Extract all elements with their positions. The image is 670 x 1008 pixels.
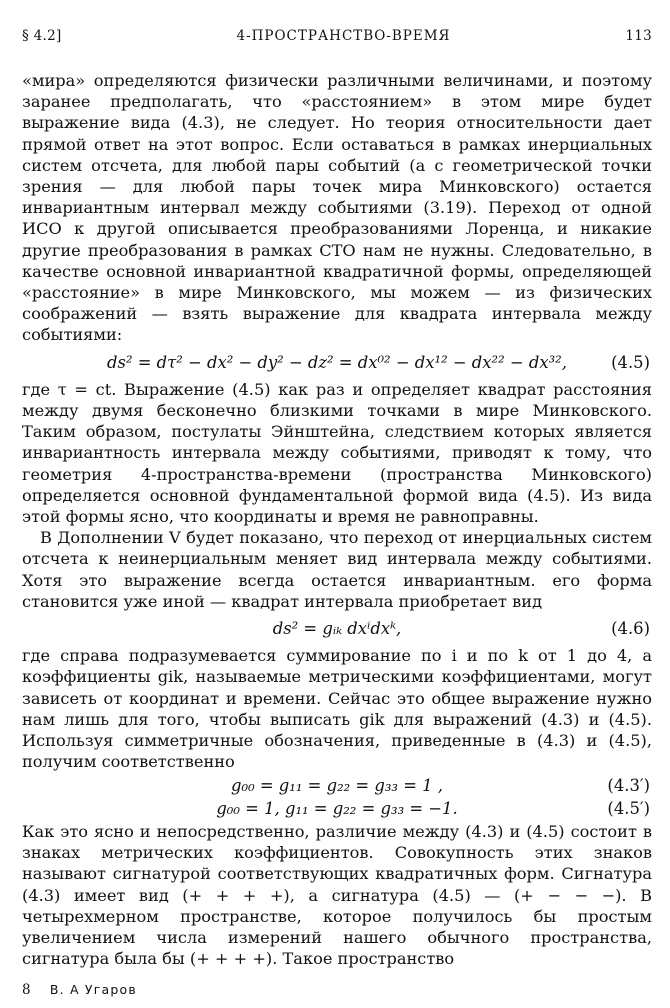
section-marker: § 4.2] — [22, 28, 62, 44]
signature-number: 8 — [22, 982, 32, 998]
equation-4-6 — [22, 618, 652, 639]
equation-4-5-prime-label: (4.5′) — [607, 798, 650, 818]
equation-4-5 — [22, 352, 652, 373]
book-page — [22, 28, 652, 998]
printer-signature — [22, 982, 137, 998]
equation-4-5-prime-formula: g₀₀ = 1, g₁₁ = g₂₂ = g₃₃ = −1. — [216, 798, 458, 818]
paragraph-3: В Дополнении V будет показано, что переход от инерциальных систем отсчета к неинерциальным меняет вид интервала между событиями. Хотя это выражение всегда остается инвариантным. его форма становится уже иной — квадрат интервала приобретает вид — [22, 528, 652, 611]
paragraph-2: где τ = ct. Выражение (4.5) как раз и определяет квадрат расстояния между двумя бесконечно близкими точками в мире Минковского. Таким образом, постулаты Эйнштейна, следствием которых является инвариантность интервала между событиями, приводят к тому, что геометрия 4-пространства-времени (пространства Минковского) определяется основной фундаментальной формой вида (4.5). Из вида этой формы ясно, что координаты и время не равноправны. — [22, 379, 652, 527]
equation-4-5-label: (4.5) — [611, 352, 650, 372]
equation-4-6-label: (4.6) — [611, 619, 650, 639]
equation-4-3-prime-formula: g₀₀ = g₁₁ = g₂₂ = g₃₃ = 1 , — [231, 775, 443, 795]
chapter-title: 4-ПРОСТРАНСТВО-ВРЕМЯ — [236, 28, 451, 44]
paragraph-1: «мира» определяются физически различными величинами, и поэтому заранее предполагать, что «расстоянием» в этом мире будет выражение вида (4.3), не следует. Но теория относительности дает прямой ответ на этот вопрос. Если оставаться в рамках инерциальных систем отсчета, для любой пары событий (а с геометрической точки зрения — для любой пары точек мира Минковского) остается инвариантным интервал между событиями (3.19). Переход от одной ИСО к другой описывается преобразованиями Лоренца, и никакие другие преобразования в рамках СТО нам не нужны. Следовательно, в качестве основной инвариантной квадратичной формы, определяющей «расстояние» в мире Минковского, мы можем — из физических соображений — взять выражение для квадрата интервала между событиями: — [22, 71, 652, 345]
equation-4-5-prime — [22, 798, 652, 819]
equation-4-5-formula: ds² = dτ² − dx² − dy² − dz² = dx⁰² − dx¹² − dx²² − dx³², — [107, 352, 567, 372]
signature-author: В. А Угаров — [49, 982, 137, 997]
equation-4-3-prime — [22, 775, 652, 796]
paragraph-5: Как это ясно и непосредственно, различие между (4.3) и (4.5) состоит в знаках метрических коэффициентов. Совокупность этих знаков называют сигнатурой соответствующих квадратичных форм. Сигнатура (4.3) имеет вид (+ + + +), а сигнатура (4.5) — (+ − − −). В четырехмерном пространстве, которое получилось бы простым увеличением числа измерений нашего обычного пространства, сигнатура была бы (+ + + +). Такое пространство — [22, 821, 652, 969]
body-text — [22, 70, 652, 969]
running-header — [22, 28, 652, 52]
equation-4-3-prime-label: (4.3′) — [607, 775, 650, 795]
paragraph-4: где справа подразумевается суммирование по i и по k от 1 до 4, а коэффициенты gik, называемые метрическими коэффициентами, могут зависеть от координат и времени. Сейчас это общее выражение нужно нам лишь для того, чтобы выписать gik для выражений (4.3) и (4.5). Используя симметричные обозначения, приведенные в (4.3) и (4.5), получим соответственно — [22, 646, 652, 772]
page-number: 113 — [625, 28, 652, 44]
equation-4-6-formula: ds² = gᵢₖ dxⁱdxᵏ, — [272, 619, 402, 639]
